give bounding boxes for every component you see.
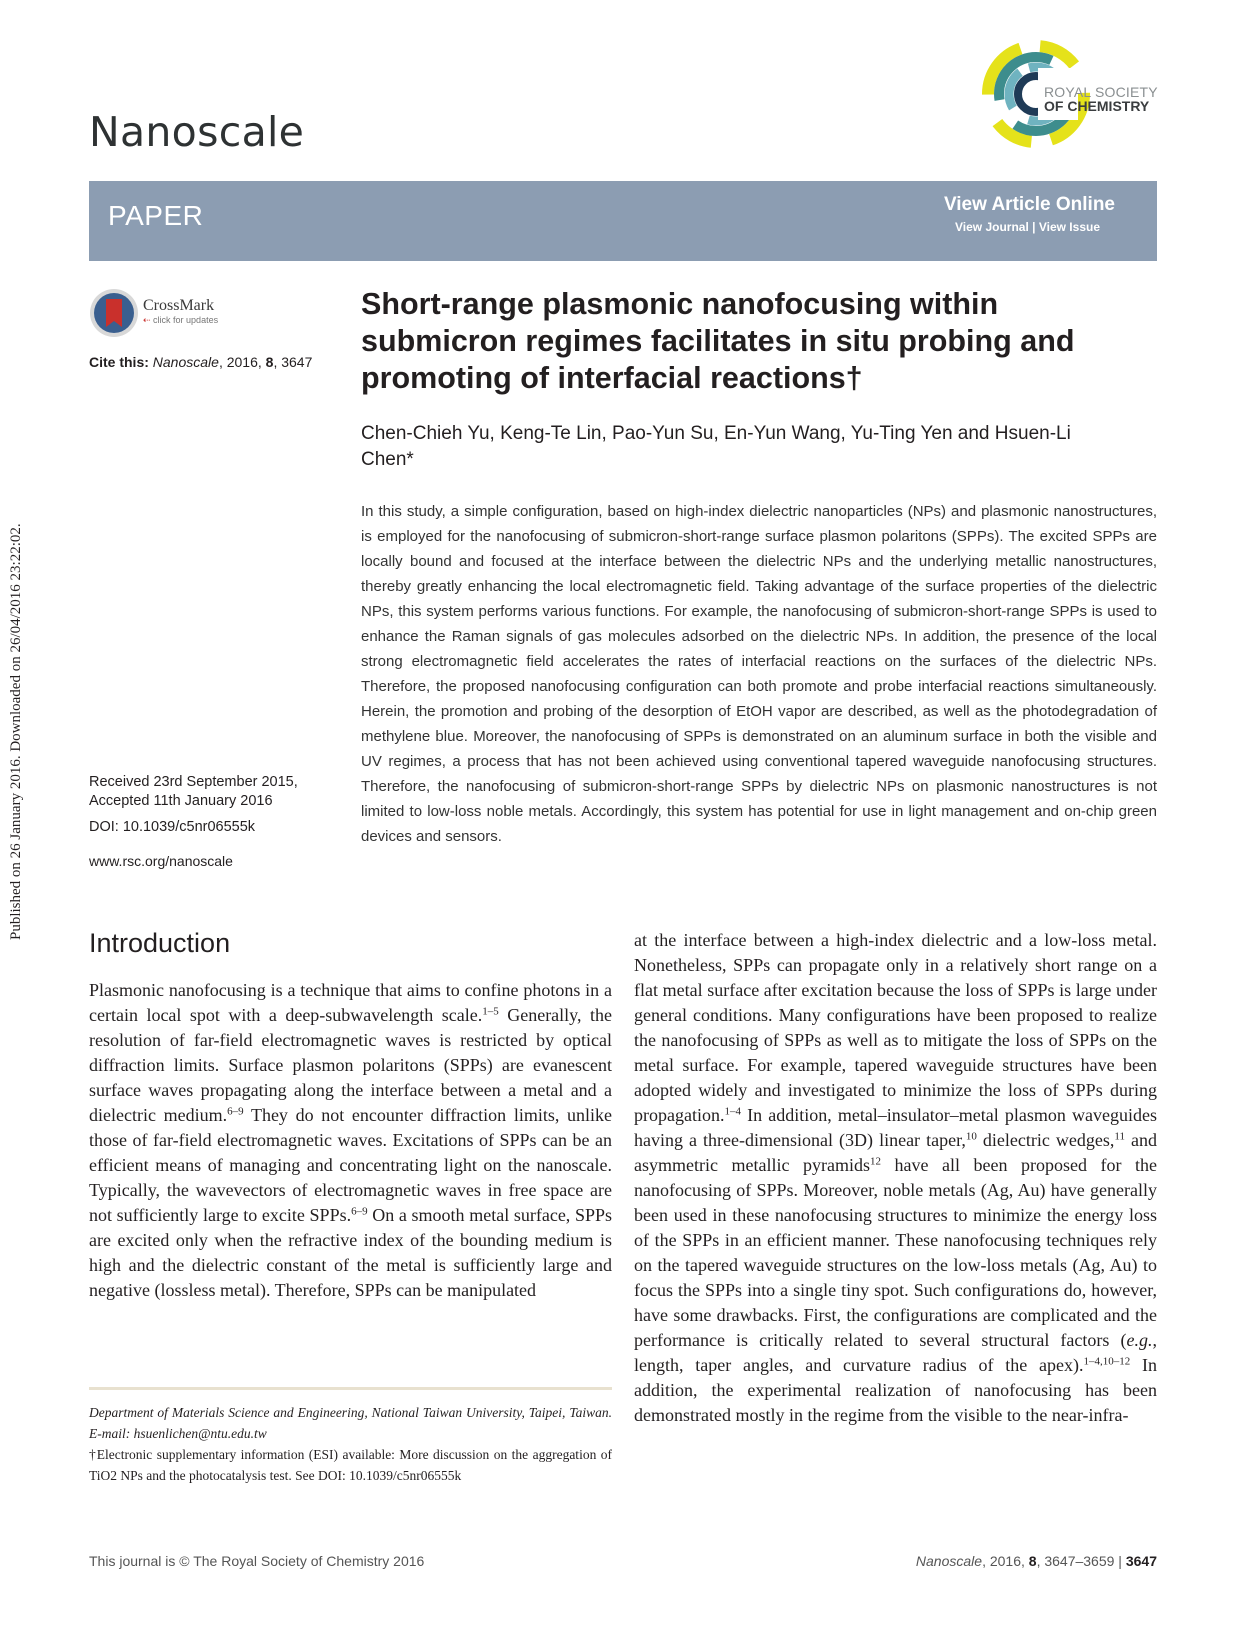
view-journal-link[interactable]: View Journal: [955, 220, 1029, 234]
citation-prefix: Cite this:: [89, 354, 149, 370]
article-title: Short-range plasmonic nanofocusing within submicron regimes facilitates in situ probing and promoting of interfacial reactions†: [361, 287, 1075, 395]
arrow-left-icon: ⇠: [143, 315, 154, 325]
footer-volume: 8: [1028, 1553, 1037, 1569]
view-article-online-link[interactable]: View Article Online: [943, 194, 1115, 215]
section-heading-introduction: Introduction: [89, 928, 231, 958]
body-column-right: at the interface between a high-index dielectric and a low-loss metal. Nonetheless, SPPs can propagate only in a relatively short range on a flat metal surface after excitation because the loss of SPPs is large under general conditions. Many configurations have been proposed to realize the nanofocusing of SPPs as well as to mitigate the loss of SPPs on the metal surface. For example, tapered waveguide structures have been adopted widely and investigated to minimize the loss of SPPs during propagation.$^{1-4}$ In addition, metal–insulator–metal plasmon waveguides having a three-dimensional (3D) linear taper,$^{10}$ dielectric wedges,$^{11}$ and asymmetric metallic pyramids$^{12}$ have all been proposed for the nanofocusing of SPPs. Moreover, noble metals (Ag, Au) have generally been used in these nanofocusing structures to minimize the energy loss of the SPPs in an efficient manner. These nanofocusing techniques rely on the tapered waveguide structures on the low-loss metals (Ag, Au) to focus the SPPs into a single tiny spot. Such configurations do, however, have some drawbacks. First, the configurations are complicated and the performance is critically related to several structural factors (e.g., length, taper angles, and curvature radius of the apex).$^{1-4,10-12}$ In addition, the experimental realization of nanofocusing has been demonstrated mostly in the regime from the visible to the near-infra-: [634, 930, 1157, 1425]
article-type-banner: [89, 181, 1157, 261]
publisher-name-line1: ROYAL SOCIETY: [1044, 84, 1158, 100]
citation-volume: 8: [265, 354, 274, 370]
affiliation-footnote: Department of Materials Science and Engineering, National Taiwan University, Taipei, Taiwan. E-mail: hsuenlichen@ntu.edu.tw: [89, 1405, 612, 1441]
accepted-date: Accepted 11th January 2016: [89, 793, 273, 809]
link-separator: |: [1028, 220, 1039, 234]
received-dates: [89, 773, 298, 811]
publisher-name-line2: OF CHEMISTRY: [1044, 98, 1150, 114]
banner-links: [955, 220, 1100, 234]
article-type-label: PAPER: [108, 200, 204, 231]
view-issue-link[interactable]: View Issue: [1038, 220, 1100, 234]
crossmark-subtitle: ⇠ click for updates: [143, 315, 219, 325]
citation-year: , 2016,: [218, 354, 266, 370]
publication-sidebar: Published on 26 January 2016. Downloaded on 26/04/2016 23:22:02.: [8, 523, 24, 940]
article-authors: Chen-Chieh Yu, Keng-Te Lin, Pao-Yun Su, En-Yun Wang, Yu-Ting Yen and Hsuen-Li Chen*: [361, 423, 1071, 470]
footer-citation: Nanoscale, 2016, 8, 3647–3659 | 3647: [915, 1553, 1157, 1569]
body-column-left: Plasmonic nanofocusing is a technique that aims to confine photons in a certain local spot with a deep-subwavelength scale.$^{1-5}$ Generally, the resolution of far-field electromagnetic waves is restricted by optical diffraction limits. Surface plasmon polaritons (SPPs) are evanescent surface waves propagating along the interface between a metal and a dielectric medium.$^{6-9}$ They do not encounter diffraction limits, unlike those of far-field electromagnetic waves. Excitations of SPPs can be an efficient means of managing and concentrating light on the nanoscale. Typically, the wavevectors of electromagnetic waves in free space are not sufficiently large to excite SPPs.$^{6-9}$ On a smooth metal surface, SPPs are excited only when the refractive index of the bounding medium is high and the dielectric constant of the metal is sufficiently large and negative (lossless metal). Therefore, SPPs can be manipulated: [89, 980, 612, 1300]
journal-url[interactable]: www.rsc.org/nanoscale: [89, 853, 233, 869]
page-number: 3647: [1125, 1553, 1157, 1569]
citation: [89, 354, 312, 370]
doi[interactable]: DOI: 10.1039/c5nr06555k: [89, 819, 256, 835]
crossmark-title[interactable]: CrossMark: [143, 297, 215, 314]
footnotes: [89, 1402, 612, 1486]
footnote-divider: [89, 1387, 612, 1390]
footer-journal: Nanoscale: [915, 1553, 983, 1569]
esi-footnote: †Electronic supplementary information (ESI) available: More discussion on the aggregation of TiO2 NPs and the photocatalysis test. See DOI: 10.1039/c5nr06555k: [89, 1447, 612, 1483]
received-date: Received 23rd September 2015,: [89, 774, 298, 790]
footer-copyright: This journal is © The Royal Society of Chemistry 2016: [89, 1553, 425, 1569]
abstract: In this study, a simple configuration, based on high-index dielectric nanoparticles (NPs) and plasmonic nanostructures, is employed for the nanofocusing of submicron-short-range surface plasmon polaritons (SPPs). The excited SPPs are locally bound and focused at the interface between the dielectric NPs and the underlying metallic nanostructures, thereby greatly enhancing the local electromagnetic field. Taking advantage of the surface properties of the dielectric NPs, this system performs various functions. For example, the nanofocusing of submicron-short-range SPPs is used to enhance the Raman signals of gas molecules adsorbed on the dielectric NPs. In addition, the presence of the local strong electromagnetic field accelerates the rates of interfacial reactions on the surfaces of the dielectric NPs. Therefore, the proposed nanofocusing configuration can both promote and probe interfacial reactions simultaneously. Herein, the promotion and probing of the desorption of EtOH vapor are described, as well as the photodegradation of methylene blue. Moreover, the nanofocusing of SPPs is demonstrated on an aluminum surface in both the visible and UV regimes, a process that has not been achieved using conventional tapered waveguide nanofocusing structures. Therefore, the nanofocusing of submicron-short-range SPPs by dielectric NPs on plasmonic nanostructures is not limited to low-loss noble metals. Accordingly, this system has potential for use in light management and on-chip green devices and sensors.: [361, 503, 1157, 845]
journal-title: Nanoscale: [89, 108, 305, 156]
citation-journal: Nanoscale: [152, 354, 219, 370]
citation-page: , 3647: [273, 354, 313, 370]
